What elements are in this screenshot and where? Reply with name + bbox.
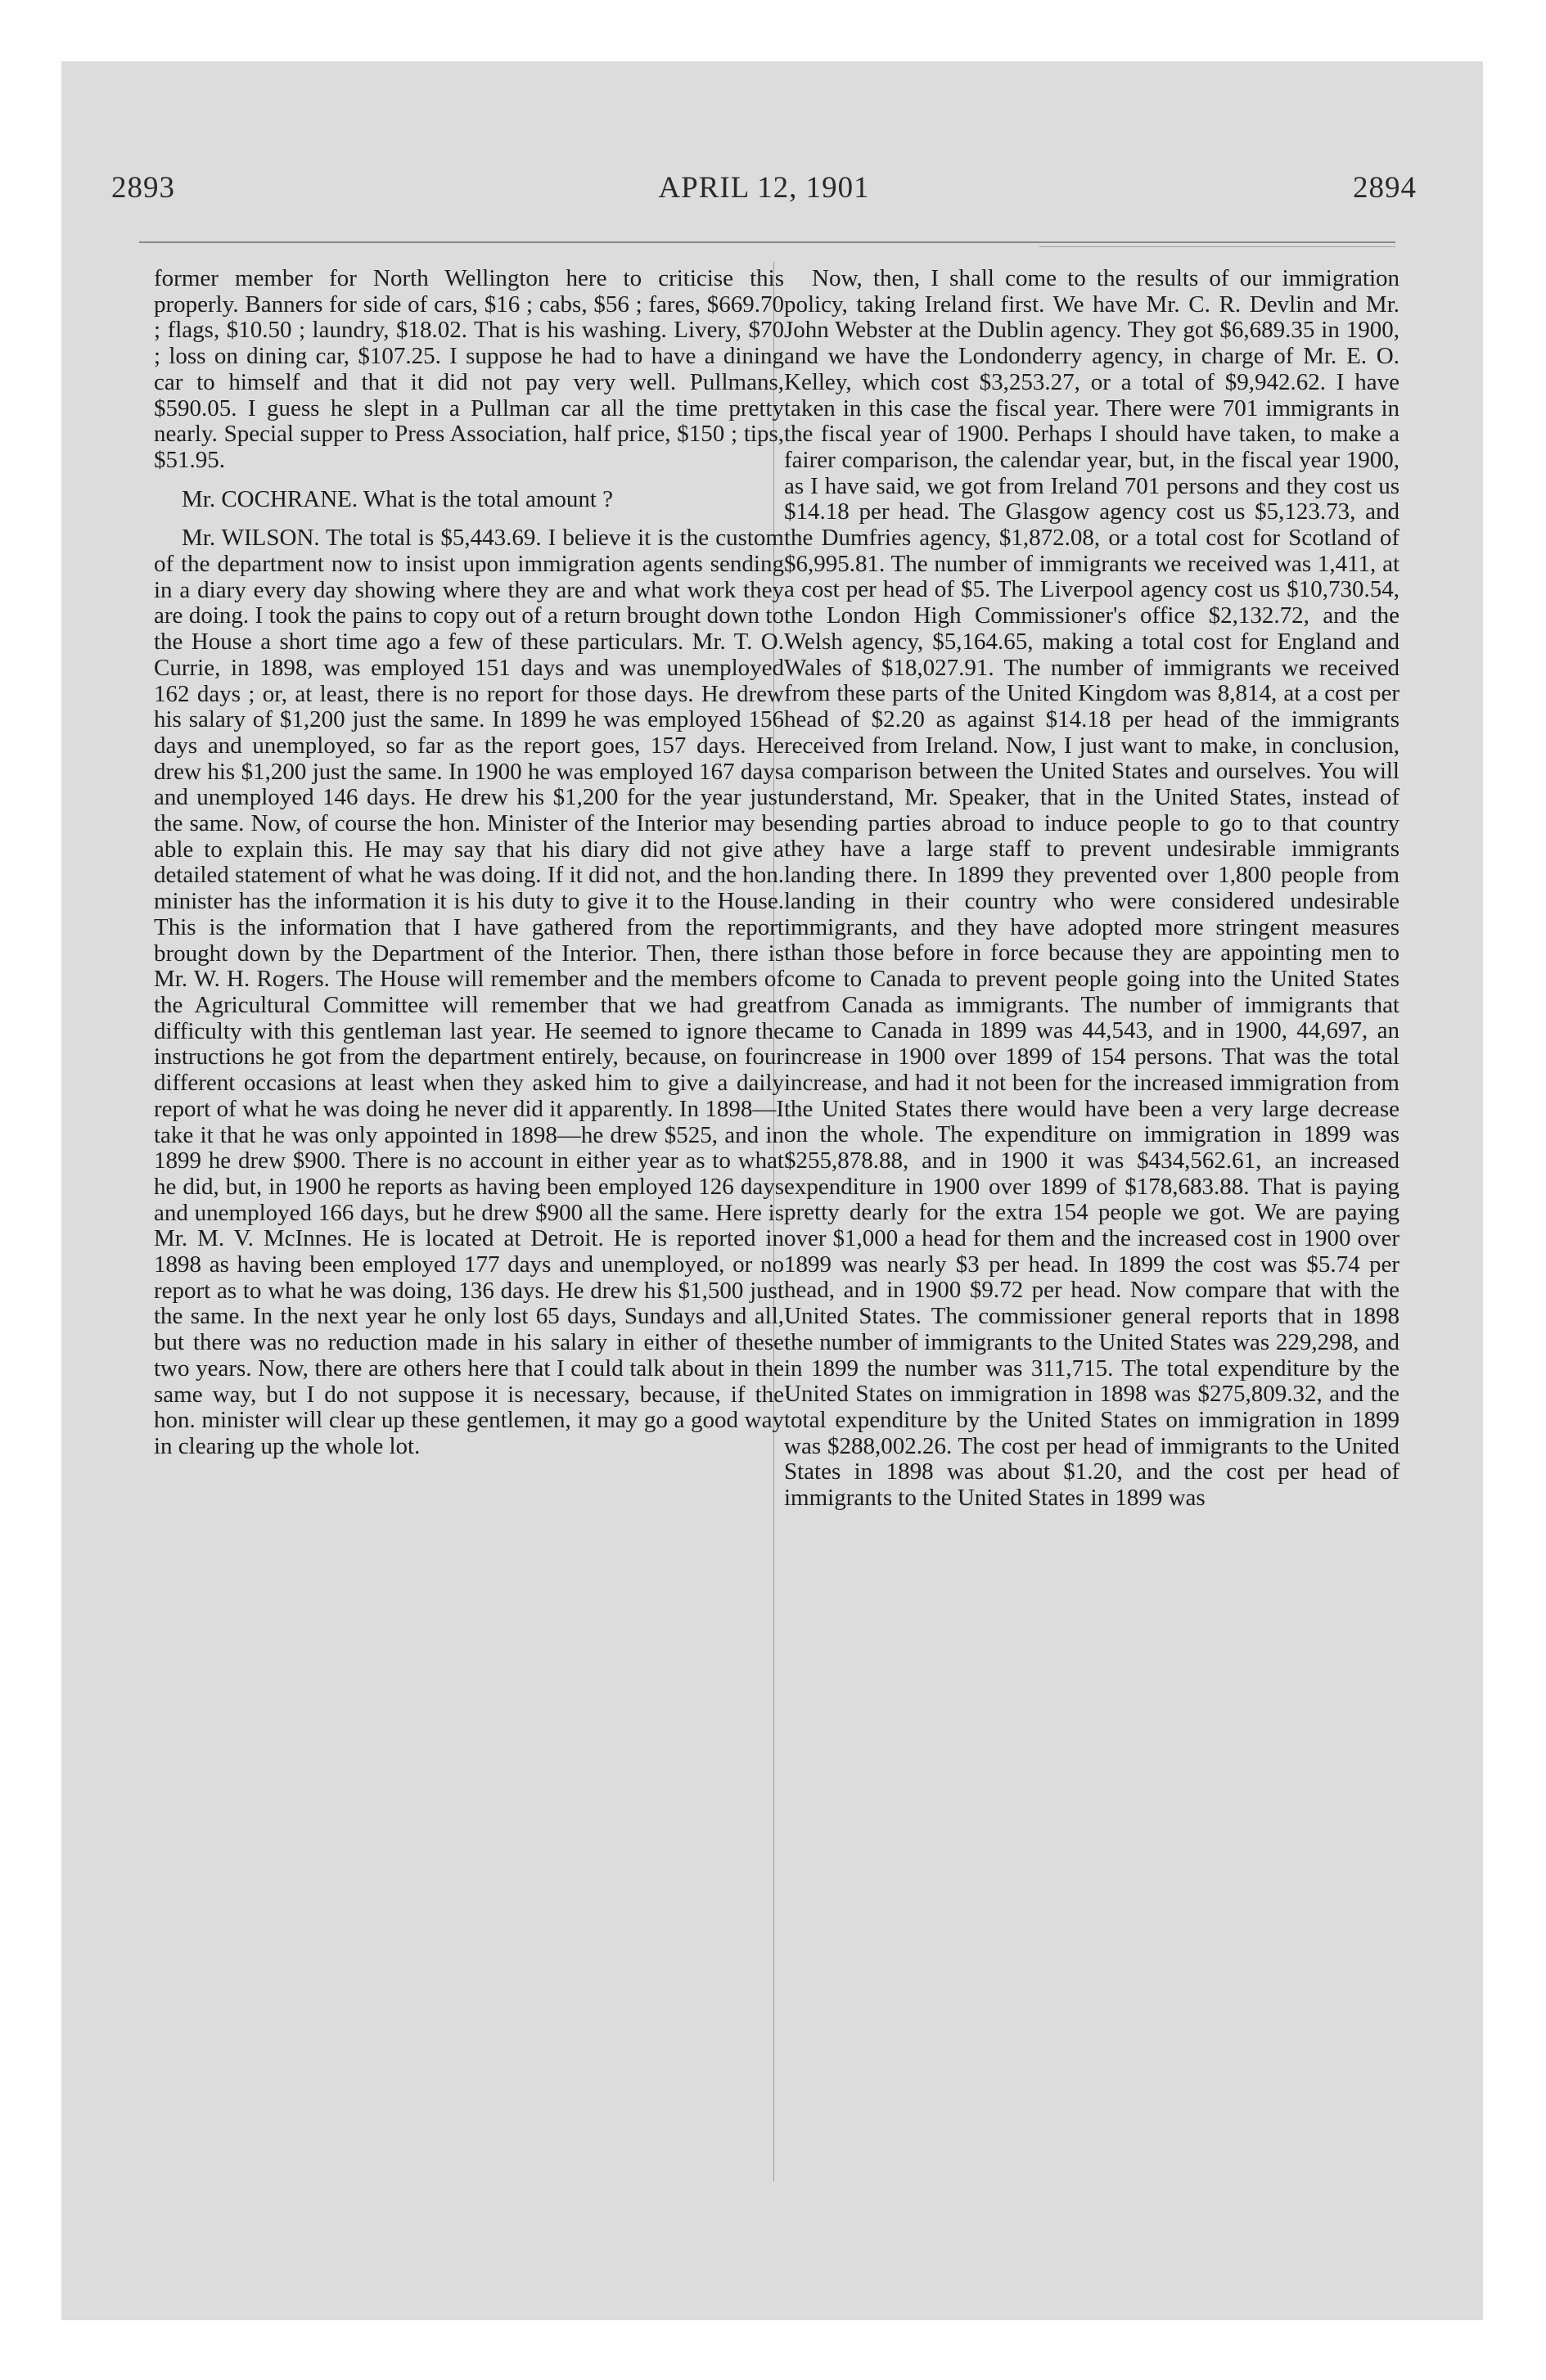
page-number-right: 2894 (1353, 171, 1417, 205)
right-column (784, 266, 1400, 1512)
page-number-left: 2893 (111, 171, 175, 205)
paragraph: Mr. WILSON. The total is $5,443.69. I believe it is the custom of the department now to insist upon immigration agents sending in a diary every day showing where they are and what work they are doing. I took the pains to copy out of a return brought down to the House a short time ago a few of these particulars. Mr. T. O. Currie, in 1898, was employed 151 days and was unemployed 162 days ; or, at least, there is no report for those days. He drew his salary of $1,200 just the same. In 1899 he was employed 156 days and unemployed, so far as the report goes, 157 days. He drew his $1,200 just the same. In 1900 he was employed 167 days and unemployed 146 days. He drew his $1,200 for the year just the same. Now, of course the hon. Minister of the Interior may be able to explain this. He may say that his diary did not give a detailed statement of what he was doing. If it did not, and the hon. minister has the information it is his duty to give it to the House. This is the information that I have gathered from the report brought down by the Department of the Interior. Then, there is Mr. W. H. Rogers. The House will remember and the members of the Agricultural Committee will remember that we had great difficulty with this gentleman last year. He seemed to ignore the instructions he got from the department entirely, because, on four different occasions at least when they asked him to give a daily report of what he was doing he never did it apparently. In 1898—I take it that he was only appointed in 1898—he drew $525, and in 1899 he drew $900. There is no account in either year as to what he did, but, in 1900 he reports as having been employed 126 days and unemployed 166 days, but he drew $900 all the same. Here is Mr. M. V. McInnes. He is located at Detroit. He is reported in 1898 as having been employed 177 days and unemployed, or no report as to what he was doing, 136 days. He drew his $1,500 just the same. In the next year he only lost 65 days, Sundays and all, but there was no reduction made in his salary in either of these two years. Now, there are others here that I could talk about in the same way, but I do not suppose it is necessary, because, if the hon. minister will clear up these gentlemen, it may go a good way in clearing up the whole lot. (154, 525, 784, 1459)
paragraph: Now, then, I shall come to the results of our immigration policy, taking Ireland first. We have Mr. C. R. Devlin and Mr. John Webster at the Dublin agency. They got $6,689.35 in 1900, and we have the Londonderry agency, in charge of Mr. E. O. Kelley, which cost $3,253.27, or a total of $9,942.62. I have taken in this case the fiscal year. There were 701 immigrants in the fiscal year of 1900. Perhaps I should have taken, to make a fairer comparison, the calendar year, but, in the fiscal year 1900, as I have said, we got from Ireland 701 persons and they cost us $14.18 per head. The Glasgow agency cost us $5,123.73, and the Dumfries agency, $1,872.08, or a total cost for Scotland of $6,995.81. The number of immigrants we received was 1,411, at a cost per head of $5. The Liverpool agency cost us $10,730.54, the London High Commissioner's office $2,132.72, and the Welsh agency, $5,164.65, making a total cost for England and Wales of $18,027.91. The number of immigrants we received from these parts of the United Kingdom was 8,814, at a cost per head of $2.20 as against $14.18 per head of the immigrants received from Ireland. Now, I just want to make, in conclusion, a comparison between the United States and ourselves. You will understand, Mr. Speaker, that in the United States, instead of sending parties abroad to induce people to go to that country they have a large staff to prevent undesirable immigrants landing there. In 1899 they prevented over 1,800 people from landing in their country who were considered undesirable immigrants, and they have adopted more stringent measures than those before in force because they are appointing men to come to Canada to prevent people going into the United States from Canada as immigrants. The number of immigrants that came to Canada in 1899 was 44,543, and in 1900, 44,697, an increase in 1900 over 1899 of 154 persons. That was the total increase, and had it not been for the increased immigration from the United States there would have been a very large decrease on the whole. The expenditure on immigration in 1899 was $255,878.88, and in 1900 it was $434,562.61, an increased expenditure in 1900 over 1899 of $178,683.88. That is paying pretty dearly for the extra 154 people we got. We are paying over $1,000 a head for them and the increased cost in 1900 over 1899 was nearly $3 per head. In 1899 the cost was $5.74 per head, and in 1900 $9.72 per head. Now compare that with the United States. The commissioner general reports that in 1898 the number of immigrants to the United States was 229,298, and in 1899 the number was 311,715. The total expenditure by the United States on immigration in 1898 was $275,809.32, and the total expenditure by the United States on immigration in 1899 was $288,002.26. The cost per head of immigrants to the United States in 1898 was about $1.20, and the cost per head of immigrants to the United States in 1899 was (784, 265, 1400, 1512)
page-date: APRIL 12, 1901 (658, 171, 870, 205)
paragraph: former member for North Wellington here to criticise this properly. Banners for side of cars, $16 ; cabs, $56 ; fares, $669.70 ; flags, $10.50 ; laundry, $18.02. That is his washing. Livery, $70 ; loss on dining car, $107.25. I suppose he had to have a dining car to himself and that it did not pay very well. Pullmans, $590.05. I guess he slept in a Pullman car all the time pretty nearly. Special supper to Press Association, half price, $150 ; tips, $51.95. (154, 265, 784, 473)
header-rule-short (1039, 246, 1395, 247)
page-header (111, 170, 1417, 219)
left-column (154, 266, 784, 1460)
header-rule (139, 241, 1395, 243)
paragraph: Mr. COCHRANE. What is the total amount ? (182, 485, 614, 512)
